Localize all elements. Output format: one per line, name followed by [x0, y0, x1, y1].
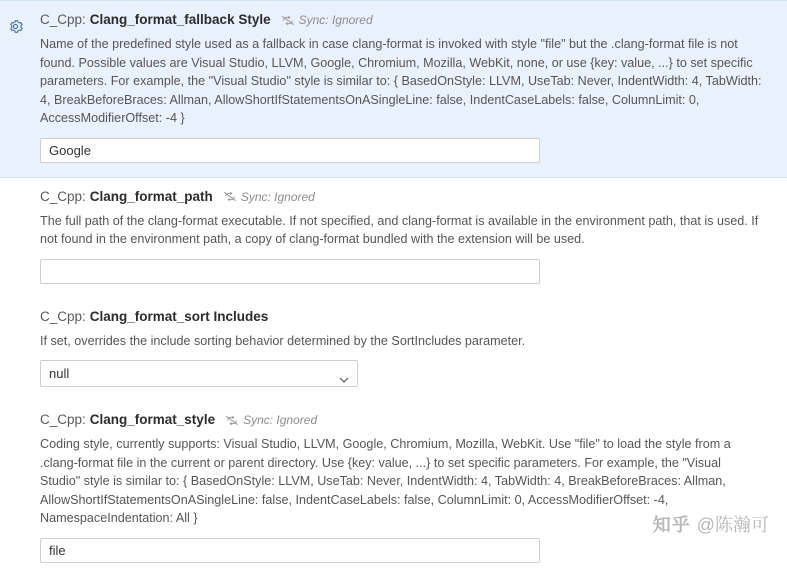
setting-name: Clang_format_style: [89, 412, 216, 427]
setting-value-input[interactable]: [40, 138, 540, 163]
sync-label: Sync: Ignored: [298, 13, 373, 27]
setting-prefix: C_Cpp:: [40, 308, 86, 324]
setting-name: Clang_format_sort Includes: [89, 308, 269, 324]
watermark-logo: 知乎: [652, 515, 691, 535]
sync-label: Sync: Ignored: [240, 189, 315, 204]
setting-row: [0, 178, 787, 298]
status-badge: [281, 11, 373, 29]
setting-value-input[interactable]: [40, 259, 540, 284]
sync-ignored-icon: [281, 15, 295, 26]
setting-prefix: C_Cpp:: [40, 412, 86, 427]
setting-prefix: C_Cpp:: [40, 12, 86, 27]
sync-ignored-icon: [223, 191, 237, 202]
setting-row: [0, 0, 787, 178]
setting-title: [40, 411, 763, 429]
setting-title: [40, 11, 763, 29]
setting-row: [0, 401, 787, 577]
setting-select-wrapper: [40, 360, 358, 387]
setting-description: If set, overrides the include sorting behavior determined by the SortIncludes parameter.: [40, 333, 526, 348]
watermark: [653, 511, 769, 537]
setting-title: [40, 308, 763, 326]
setting-description: Coding style, currently supports: Visual Studio, LLVM, Google, Chromium, Mozilla, WebKit. Use "file" to load the style from a .clang-format file in the current or parent directory. Use {key: value, ...} to set specific parameters. For example, the "Visual Studio" style is similar to: { BasedOnStyle: LLVM, UseTab: Never, IndentWidth: 4, TabWidth: 4, BreakBeforeBraces: Allman, AllowShortIfStatementsOnASingleLine: false, IndentCaseLabels: false, ColumnLimit: 0, AccessModifierOffset: -4, NamespaceIndentation: All }: [40, 437, 731, 525]
gear-icon-wrapper[interactable]: [6, 17, 24, 35]
sync-ignored-icon: [225, 415, 239, 426]
setting-value-input[interactable]: [40, 538, 540, 563]
status-badge: [223, 188, 315, 206]
setting-description: The full path of the clang-format executable. If not specified, and clang-format is available in the environment path, that is used. If not found in the environment path, a copy of clang-format bundled with the extension will be used.: [40, 213, 759, 246]
status-badge: [225, 411, 317, 429]
setting-prefix: C_Cpp:: [40, 188, 86, 204]
setting-description: Name of the predefined style used as a fallback in case clang-format is invoked with style "file" but the .clang-format file is not found. Possible values are Visual Studio, LLVM, Google, Chromium, Mozilla, WebKit, none, or use {key: value, ...} to set specific parameters. For example, the "Visual Studio" style is similar to: { BasedOnStyle: LLVM, UseTab: Never, IndentWidth: 4, TabWidth: 4, BreakBeforeBraces: Allman, AllowShortIfStatementsOnASingleLine: false, IndentCaseLabels: false, ColumnLimit: 0, AccessModifierOffset: -4 }: [40, 37, 762, 125]
sync-label: Sync: Ignored: [243, 413, 318, 427]
setting-name: Clang_format_path: [89, 188, 213, 204]
setting-name: Clang_format_fallback Style: [89, 12, 271, 27]
setting-row: [0, 298, 787, 402]
setting-value-select[interactable]: [40, 360, 358, 387]
gear-icon[interactable]: [8, 19, 23, 34]
setting-title: [40, 188, 763, 206]
watermark-author: @陈瀚可: [696, 515, 769, 535]
